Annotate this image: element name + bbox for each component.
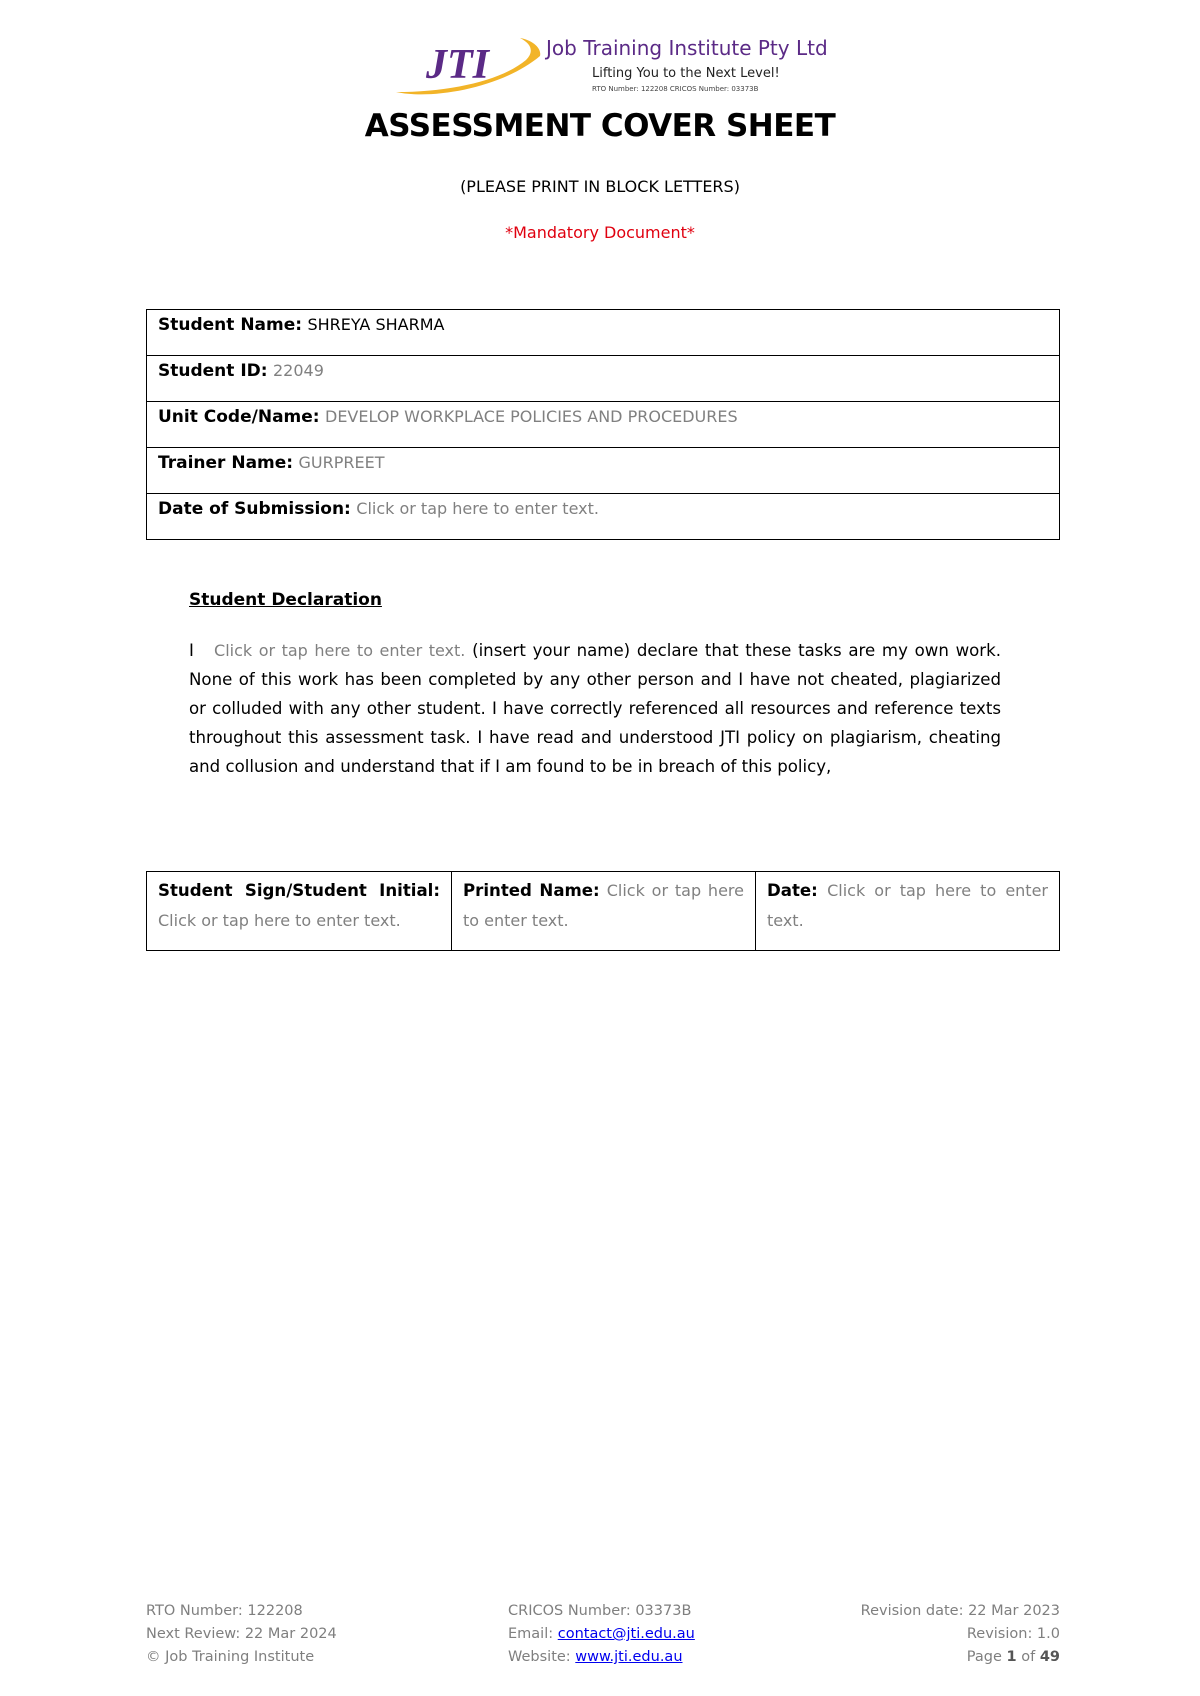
footer-copyright: © Job Training Institute (146, 1649, 315, 1665)
org-name: Job Training Institute Pty Ltd (546, 36, 828, 60)
trainer-label: Trainer Name: (158, 453, 294, 473)
jti-swoosh-logo-icon (392, 30, 552, 100)
student-id-label: Student ID: (158, 361, 268, 381)
student-name-label: Student Name: (158, 315, 303, 335)
student-name-row (147, 310, 1059, 356)
student-info-table (146, 309, 1060, 540)
unit-label: Unit Code/Name: (158, 407, 320, 427)
printed-name-cell (451, 872, 755, 950)
footer-revision: Revision: 1.0 (966, 1626, 1060, 1642)
student-sign-field[interactable]: Click or tap here to enter text. (158, 911, 401, 930)
declaration-prefix: I (189, 641, 194, 660)
student-name-field[interactable]: SHREYA SHARMA (307, 315, 445, 334)
footer-revision-date: Revision date: 22 Mar 2023 (860, 1603, 1060, 1619)
footer-right (861, 1600, 1060, 1669)
declaration-name-field[interactable]: Click or tap here to enter text. (214, 641, 466, 660)
page-total: 49 (1039, 1649, 1060, 1665)
unit-field[interactable]: DEVELOP WORKPLACE POLICIES AND PROCEDURES (325, 407, 738, 426)
footer-next-review: Next Review: 22 Mar 2024 (146, 1626, 337, 1642)
jti-logo-text: JTI (426, 42, 489, 88)
jti-logo (392, 30, 832, 100)
sign-date-cell (755, 872, 1059, 950)
registration-line: RTO Number: 122208 CRICOS Number: 03373B (592, 85, 759, 93)
trainer-field[interactable]: GURPREET (298, 453, 385, 472)
unit-row (147, 402, 1059, 448)
footer-cricos: CRICOS Number: 03373B (508, 1603, 692, 1619)
student-sign-label: Student Sign/Student Initial: (158, 881, 440, 900)
page-of: of (1021, 1649, 1036, 1665)
signature-table (146, 871, 1060, 951)
footer-middle (508, 1600, 695, 1669)
page-current: 1 (1006, 1649, 1017, 1665)
mandatory-notice: *Mandatory Document* (505, 223, 695, 242)
declaration-body (189, 636, 1001, 781)
footer-page-number (861, 1646, 1060, 1669)
footer-website-line (508, 1646, 695, 1669)
footer-email-link[interactable]: contact@jti.edu.au (557, 1626, 695, 1642)
footer-rto: RTO Number: 122208 (146, 1603, 303, 1619)
footer-email-label: Email: (508, 1626, 554, 1642)
footer-left (146, 1600, 337, 1669)
sign-date-field[interactable]: Click or tap here to enter text. (767, 881, 1049, 930)
sign-date-label: Date: (767, 881, 818, 900)
student-id-field[interactable]: 22049 (272, 361, 324, 380)
footer-website-label: Website: (508, 1649, 571, 1665)
footer-email-line (508, 1623, 695, 1646)
footer-website-link[interactable]: www.jti.edu.au (575, 1649, 683, 1665)
printed-name-label: Printed Name: (463, 881, 600, 900)
page-word: Page (966, 1649, 1002, 1665)
printed-name-field[interactable]: Click or tap here to enter text. (463, 881, 744, 930)
trainer-row (147, 448, 1059, 494)
tagline: Lifting You to the Next Level! (592, 66, 780, 81)
submission-date-field[interactable]: Click or tap here to enter text. (356, 499, 599, 518)
declaration-heading: Student Declaration (189, 590, 382, 610)
student-id-row (147, 356, 1059, 402)
declaration-text: (insert your name) declare that these tasks are my own work. None of this work has been completed by any other person and I have not cheated, plagiarized or colluded with any other student. I have correctly referenced all resources and reference texts throughout this assessment task. I have read and understood JTI policy on plagiarism, cheating and collusion and understand that if I am found to be in breach of this policy, (189, 641, 1001, 776)
print-instruction: (PLEASE PRINT IN BLOCK LETTERS) (460, 177, 740, 196)
submission-date-label: Date of Submission: (158, 499, 351, 519)
page-title: ASSESSMENT COVER SHEET (364, 108, 836, 144)
submission-date-row (147, 494, 1059, 539)
student-sign-cell (147, 872, 451, 950)
